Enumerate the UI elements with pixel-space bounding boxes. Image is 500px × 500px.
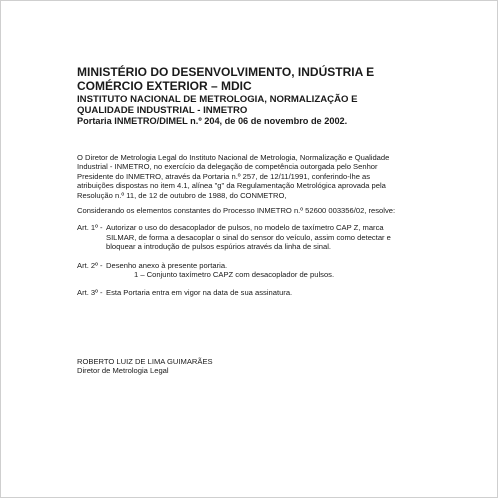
institute-title bbox=[77, 94, 477, 116]
preamble-paragraph bbox=[77, 153, 437, 200]
preamble-line: Presidente do INMETRO, através da Portaria n.º 257, de 12/11/1991, conferindo-lhe as bbox=[77, 171, 371, 181]
document-header bbox=[77, 65, 477, 127]
article-3 bbox=[77, 288, 437, 297]
preamble-line: O Diretor de Metrologia Legal do Instituto Nacional de Metrologia, Normalização e Qualidade bbox=[77, 153, 390, 162]
article-line: Desenho anexo à presente portaria. bbox=[106, 260, 228, 270]
ministry-line-1: MINISTÉRIO DO DESENVOLVIMENTO, INDÚSTRIA E bbox=[77, 65, 375, 79]
portaria-title: Portaria INMETRO/DIMEL n.º 204, de 06 de novembro de 2002. bbox=[77, 116, 348, 126]
signature-block bbox=[77, 357, 213, 376]
signatory-role: Diretor de Metrologia Legal bbox=[77, 366, 169, 376]
considering-paragraph: Considerando os elementos constantes do Processo INMETRO n.º 52600 003356/02, resolve: bbox=[77, 206, 396, 216]
article-2 bbox=[77, 261, 437, 280]
signatory-name: ROBERTO LUIZ DE LIMA GUIMARÃES bbox=[77, 357, 213, 366]
preamble-line: atribuições dispostas no item 4.1, alínea "g" da Regulamentação Metrológica aprovada pela bbox=[77, 181, 386, 191]
article-line: SILMAR, de forma a desacoplar o sinal do sensor do veículo, assim como detectar e bbox=[106, 232, 391, 242]
article-text bbox=[106, 261, 437, 280]
preamble-line: Resolução n.º 11, de 12 de outubro de 1988, do CONMETRO, bbox=[77, 190, 287, 200]
document-body bbox=[77, 153, 437, 307]
article-label: Art. 3º - bbox=[77, 288, 103, 298]
article-1 bbox=[77, 223, 437, 251]
article-label: Art. 2º - bbox=[77, 260, 103, 270]
article-label: Art. 1º - bbox=[77, 223, 103, 233]
institute-line-1: INSTITUTO NACIONAL DE METROLOGIA, NORMALIZAÇÃO E bbox=[77, 94, 358, 105]
ministry-line-2: COMÉRCIO EXTERIOR – MDIC bbox=[77, 79, 252, 93]
article-sub-item: 1 – Conjunto taxímetro CAPZ com desacoplador de pulsos. bbox=[134, 270, 335, 280]
article-text bbox=[106, 223, 437, 251]
institute-line-2: QUALIDADE INDUSTRIAL - INMETRO bbox=[77, 105, 248, 116]
preamble-line: Industrial - INMETRO, no exercício da delegação de competência outorgada pelo Senhor bbox=[77, 162, 378, 172]
article-line: bloquear a introdução de pulsos espúrios através da linha de sinal. bbox=[106, 242, 332, 252]
article-text bbox=[106, 288, 437, 297]
ministry-title bbox=[77, 65, 477, 93]
article-line: Esta Portaria entra em vigor na data de sua assinatura. bbox=[106, 288, 293, 298]
article-line: Autorizar o uso do desacoplador de pulsos, no modelo de taxímetro CAP Z, marca bbox=[106, 223, 384, 233]
